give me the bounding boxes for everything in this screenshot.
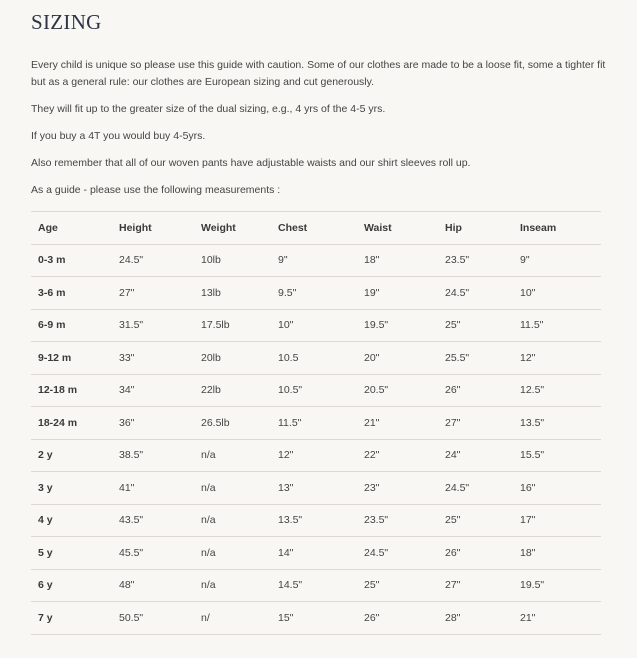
cell-hip: 23.5" bbox=[438, 244, 513, 277]
cell-waist: 22" bbox=[357, 439, 438, 472]
cell-age: 6 y bbox=[31, 569, 112, 602]
cell-age: 12-18 m bbox=[31, 374, 112, 407]
cell-hip: 27" bbox=[438, 407, 513, 440]
cell-inseam: 12" bbox=[513, 342, 601, 375]
cell-height: 38.5" bbox=[112, 439, 194, 472]
header-waist: Waist bbox=[357, 212, 438, 245]
table-header-row bbox=[31, 212, 601, 245]
intro-paragraph-caution: Every child is unique so please use this guide with caution. Some of our clothes are made to be a loose fit, some a tighter fit but as a general rule: our clothes are European sizing and cut generously. bbox=[31, 59, 606, 88]
intro-paragraph-adjustable: Also remember that all of our woven pants have adjustable waists and our shirt sleeves roll up. bbox=[31, 157, 471, 169]
cell-chest: 12" bbox=[271, 439, 357, 472]
cell-chest: 14" bbox=[271, 537, 357, 570]
cell-chest: 10.5" bbox=[271, 374, 357, 407]
table-body bbox=[31, 244, 601, 634]
cell-weight: 17.5lb bbox=[194, 309, 271, 342]
cell-hip: 25" bbox=[438, 504, 513, 537]
intro-paragraph-4t: If you buy a 4T you would buy 4-5yrs. bbox=[31, 130, 206, 142]
header-age: Age bbox=[31, 212, 112, 245]
cell-weight: n/a bbox=[194, 537, 271, 570]
cell-waist: 19.5" bbox=[357, 309, 438, 342]
table-row bbox=[31, 602, 601, 635]
cell-chest: 13.5" bbox=[271, 504, 357, 537]
cell-height: 33" bbox=[112, 342, 194, 375]
cell-inseam: 10" bbox=[513, 277, 601, 310]
cell-height: 48" bbox=[112, 569, 194, 602]
header-height: Height bbox=[112, 212, 194, 245]
cell-height: 34" bbox=[112, 374, 194, 407]
cell-age: 0-3 m bbox=[31, 244, 112, 277]
intro-text bbox=[31, 57, 606, 209]
cell-inseam: 16" bbox=[513, 472, 601, 505]
cell-weight: n/a bbox=[194, 439, 271, 472]
cell-weight: 26.5lb bbox=[194, 407, 271, 440]
cell-waist: 23.5" bbox=[357, 504, 438, 537]
cell-age: 7 y bbox=[31, 602, 112, 635]
intro-paragraph-guide: As a guide - please use the following measurements : bbox=[31, 184, 281, 196]
cell-weight: n/a bbox=[194, 472, 271, 505]
cell-waist: 24.5" bbox=[357, 537, 438, 570]
cell-inseam: 11.5" bbox=[513, 309, 601, 342]
cell-waist: 21" bbox=[357, 407, 438, 440]
cell-height: 27" bbox=[112, 277, 194, 310]
cell-hip: 26" bbox=[438, 537, 513, 570]
cell-inseam: 12.5" bbox=[513, 374, 601, 407]
header-inseam: Inseam bbox=[513, 212, 601, 245]
header-weight: Weight bbox=[194, 212, 271, 245]
cell-weight: 10lb bbox=[194, 244, 271, 277]
header-chest: Chest bbox=[271, 212, 357, 245]
cell-age: 2 y bbox=[31, 439, 112, 472]
cell-age: 6-9 m bbox=[31, 309, 112, 342]
cell-age: 3-6 m bbox=[31, 277, 112, 310]
cell-age: 3 y bbox=[31, 472, 112, 505]
table-row bbox=[31, 277, 601, 310]
cell-weight: n/ bbox=[194, 602, 271, 635]
cell-height: 24.5" bbox=[112, 244, 194, 277]
cell-hip: 27" bbox=[438, 569, 513, 602]
cell-hip: 24.5" bbox=[438, 472, 513, 505]
cell-waist: 23" bbox=[357, 472, 438, 505]
cell-hip: 25.5" bbox=[438, 342, 513, 375]
cell-inseam: 9" bbox=[513, 244, 601, 277]
cell-height: 41" bbox=[112, 472, 194, 505]
header-hip: Hip bbox=[438, 212, 513, 245]
cell-inseam: 15.5" bbox=[513, 439, 601, 472]
cell-weight: 13lb bbox=[194, 277, 271, 310]
cell-waist: 19" bbox=[357, 277, 438, 310]
cell-chest: 9" bbox=[271, 244, 357, 277]
table-row bbox=[31, 472, 601, 505]
cell-chest: 10" bbox=[271, 309, 357, 342]
cell-hip: 25" bbox=[438, 309, 513, 342]
cell-inseam: 19.5" bbox=[513, 569, 601, 602]
cell-hip: 24.5" bbox=[438, 277, 513, 310]
cell-height: 43.5" bbox=[112, 504, 194, 537]
cell-waist: 20" bbox=[357, 342, 438, 375]
cell-inseam: 17" bbox=[513, 504, 601, 537]
cell-chest: 13" bbox=[271, 472, 357, 505]
table-row bbox=[31, 569, 601, 602]
cell-chest: 15" bbox=[271, 602, 357, 635]
cell-hip: 26" bbox=[438, 374, 513, 407]
intro-paragraph-dual-sizing: They will fit up to the greater size of the dual sizing, e.g., 4 yrs of the 4-5 yrs. bbox=[31, 103, 386, 115]
cell-waist: 25" bbox=[357, 569, 438, 602]
table-row bbox=[31, 537, 601, 570]
cell-chest: 14.5" bbox=[271, 569, 357, 602]
cell-waist: 26" bbox=[357, 602, 438, 635]
table-row bbox=[31, 374, 601, 407]
table-row bbox=[31, 504, 601, 537]
cell-chest: 11.5" bbox=[271, 407, 357, 440]
cell-height: 31.5" bbox=[112, 309, 194, 342]
cell-age: 18-24 m bbox=[31, 407, 112, 440]
table-row bbox=[31, 309, 601, 342]
cell-age: 5 y bbox=[31, 537, 112, 570]
cell-age: 9-12 m bbox=[31, 342, 112, 375]
cell-weight: 22lb bbox=[194, 374, 271, 407]
cell-hip: 24" bbox=[438, 439, 513, 472]
cell-chest: 10.5 bbox=[271, 342, 357, 375]
cell-chest: 9.5" bbox=[271, 277, 357, 310]
cell-hip: 28" bbox=[438, 602, 513, 635]
table-row bbox=[31, 407, 601, 440]
cell-height: 45.5" bbox=[112, 537, 194, 570]
size-chart-table bbox=[31, 211, 601, 635]
cell-inseam: 21" bbox=[513, 602, 601, 635]
cell-age: 4 y bbox=[31, 504, 112, 537]
cell-waist: 20.5" bbox=[357, 374, 438, 407]
cell-waist: 18" bbox=[357, 244, 438, 277]
cell-inseam: 18" bbox=[513, 537, 601, 570]
cell-weight: 20lb bbox=[194, 342, 271, 375]
page-title: SIZING bbox=[31, 10, 102, 34]
cell-weight: n/a bbox=[194, 569, 271, 602]
cell-height: 36" bbox=[112, 407, 194, 440]
cell-inseam: 13.5" bbox=[513, 407, 601, 440]
cell-weight: n/a bbox=[194, 504, 271, 537]
cell-height: 50.5" bbox=[112, 602, 194, 635]
table-row bbox=[31, 244, 601, 277]
table-row bbox=[31, 342, 601, 375]
table-row bbox=[31, 439, 601, 472]
